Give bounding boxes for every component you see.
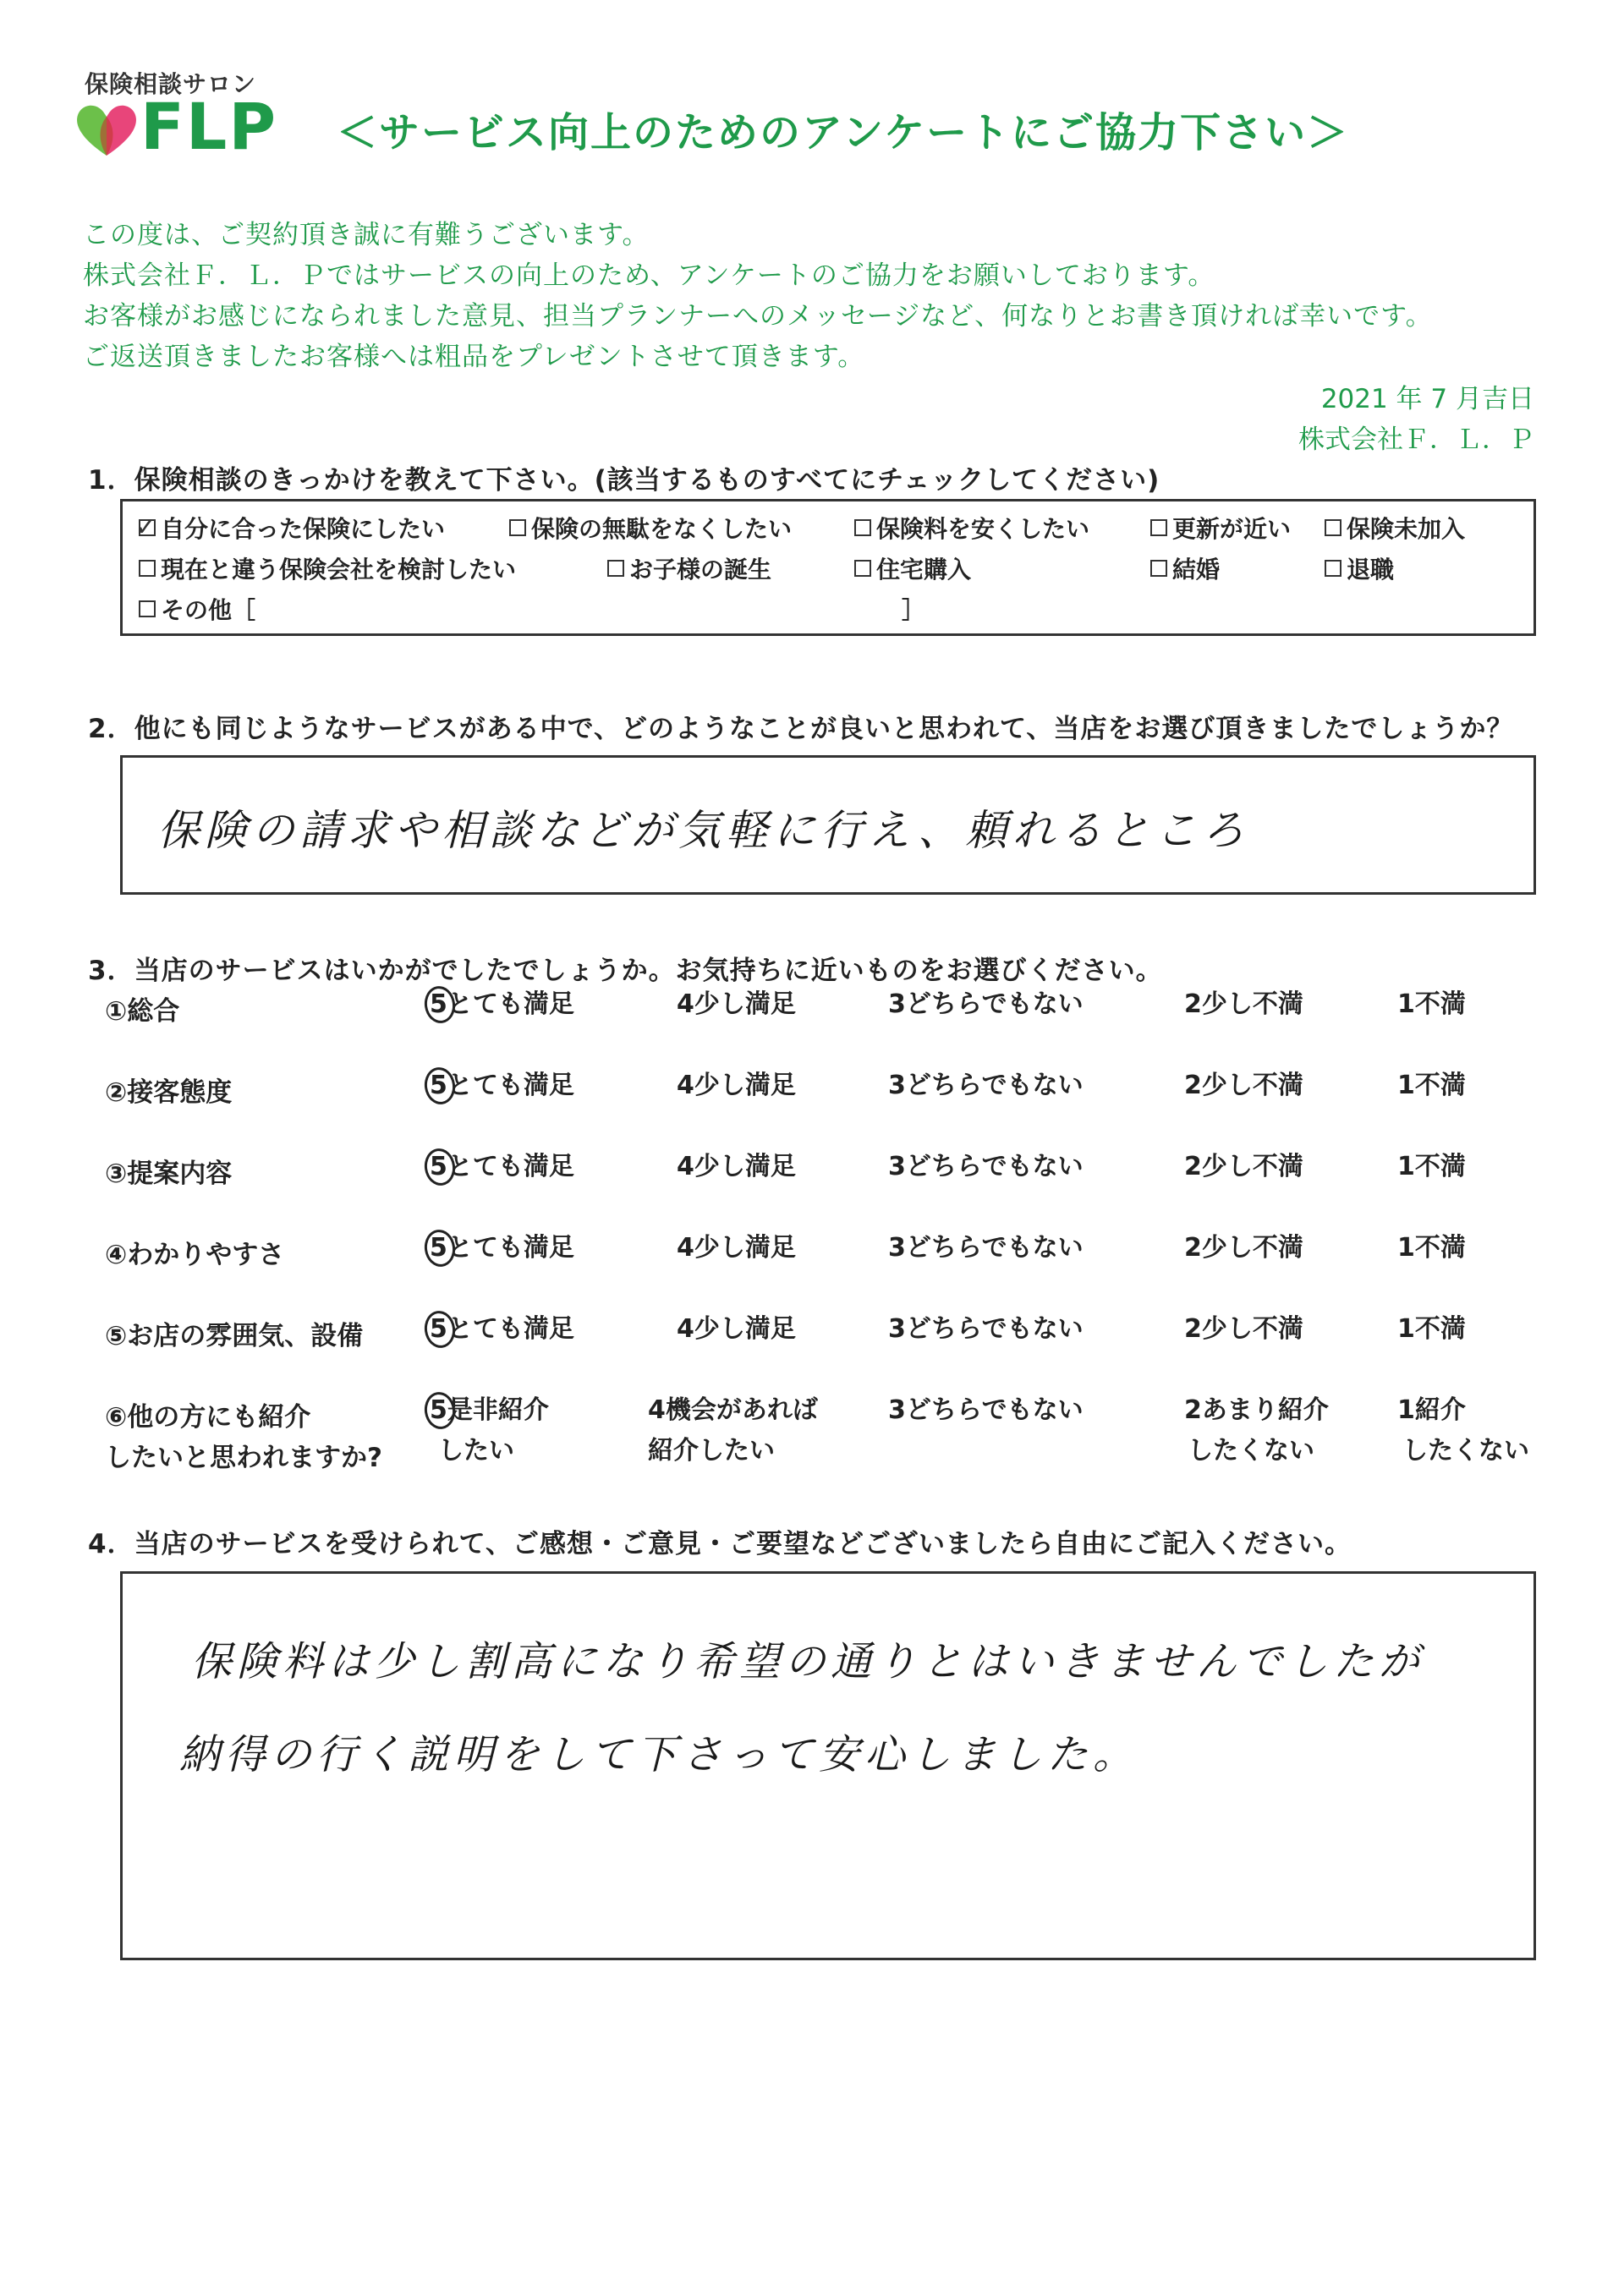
company-name: 株式会社Ｆ．Ｌ．Ｐ <box>1298 425 1534 455</box>
checkbox-label: 更新が近い <box>1172 515 1292 543</box>
rating-row-label: ⑤お店の雰囲気、設備 <box>105 1321 364 1351</box>
rating-option-5[interactable]: 5とても満足 <box>430 984 574 1025</box>
intro-line: 株式会社Ｆ．Ｌ．Ｐではサービスの向上のため、アンケートのご協力をお願いしております。 <box>83 260 1215 291</box>
rating-option-3[interactable]: 3どちらでもない <box>888 1314 1084 1344</box>
intro-line: この度は、ご契約頂き誠に有難うございます。 <box>83 220 650 250</box>
checkbox-icon[interactable] <box>1150 560 1167 577</box>
checkbox-option[interactable] <box>139 551 516 585</box>
checkbox-icon[interactable] <box>854 519 871 536</box>
rating-option-2[interactable]: 2少し不満 <box>1184 989 1303 1019</box>
rating-option-2[interactable]: 2少し不満 <box>1184 1233 1303 1263</box>
intro-line: お客様がお感じになられました意見、担当プランナーへのメッセージなど、何なりとお書き頂ければ幸いです。 <box>83 301 1433 332</box>
rating-option-3[interactable]: 3どちらでもない <box>888 1071 1084 1100</box>
rating-option-4[interactable]: 4機会があれば <box>648 1395 818 1425</box>
checkbox-label: 退職 <box>1347 556 1395 584</box>
checkbox-option[interactable] <box>607 551 771 585</box>
checkbox-option[interactable] <box>135 511 446 545</box>
rating-option-5[interactable]: 5是非紹介 <box>430 1390 549 1431</box>
checkbox-label: お子様の誕生 <box>629 556 772 584</box>
checkbox-icon[interactable] <box>139 560 156 577</box>
question-4-handwritten-line: 保険料は少し割高になり希望の通りとはいきませんでしたが <box>191 1638 1425 1685</box>
checkbox-label: その他［ <box>161 596 256 624</box>
checkbox-option[interactable] <box>509 511 792 545</box>
rating-option-2[interactable]: 2少し不満 <box>1184 1314 1303 1344</box>
rating-option-5[interactable]: 5とても満足 <box>430 1309 574 1350</box>
checkbox-option-other[interactable] <box>139 592 255 626</box>
rating-option-5-line2: したい <box>438 1436 514 1466</box>
rating-option-2[interactable]: 2少し不満 <box>1184 1071 1303 1100</box>
rating-row-label: ①総合 <box>105 996 180 1027</box>
rating-option-5[interactable]: 5とても満足 <box>430 1228 574 1269</box>
question-4-title: 4．当店のサービスを受けられて、ご感想・ご意見・ご要望などございましたら自由にご記入ください。 <box>88 1529 1352 1559</box>
checkbox-option[interactable] <box>1325 551 1394 585</box>
rating-option-4[interactable]: 4少し満足 <box>677 989 796 1019</box>
rating-option-1[interactable]: 1不満 <box>1397 1071 1466 1100</box>
rating-option-2[interactable]: 2あまり紹介 <box>1184 1395 1329 1425</box>
rating-option-1[interactable]: 1不満 <box>1397 989 1466 1019</box>
rating-row-label: ②接客態度 <box>105 1077 233 1108</box>
checkbox-label: 保険料を安くしたい <box>876 515 1090 543</box>
rating-option-5[interactable]: 5とても満足 <box>430 1147 574 1187</box>
checkbox-icon[interactable] <box>1325 519 1341 536</box>
rating-option-1[interactable]: 1紹介 <box>1397 1395 1466 1425</box>
rating-option-3[interactable]: 3どちらでもない <box>888 1395 1084 1425</box>
rating-option-2[interactable]: 2少し不満 <box>1184 1152 1303 1181</box>
question-3-title: 3．当店のサービスはいかがでしたでしょうか。お気持ちに近いものをお選びください。 <box>88 956 1163 986</box>
logo-subtitle: 保険相談サロン <box>85 70 257 98</box>
question-2-handwritten-answer: 保険の請求や相談などが気軽に行え、頼れるところ <box>157 806 1249 855</box>
rating-option-1[interactable]: 1不満 <box>1397 1152 1466 1181</box>
rating-option-1-line2: したくない <box>1402 1436 1529 1466</box>
checkbox-option[interactable] <box>1150 551 1220 585</box>
rating-option-4[interactable]: 4少し満足 <box>677 1314 796 1344</box>
checkbox-label: 保険の無駄をなくしたい <box>531 515 793 543</box>
checkbox-icon[interactable] <box>509 519 526 536</box>
rating-option-1[interactable]: 1不満 <box>1397 1233 1466 1263</box>
checkbox-label: 現在と違う保険会社を検討したい <box>161 556 517 584</box>
logo-text: FLP <box>140 89 278 164</box>
question-2-title: 2．他にも同じようなサービスがある中で、どのようなことが良いと思われて、当店をお選び頂きましたでしょうか？ <box>88 714 1514 744</box>
question-4-handwritten-line: 納得の行く説明をして下さって安心しました。 <box>179 1731 1139 1778</box>
rating-option-3[interactable]: 3どちらでもない <box>888 989 1084 1019</box>
checkbox-checked-icon[interactable]: ✓ <box>135 512 157 542</box>
checkbox-label: 結婚 <box>1172 556 1221 584</box>
rating-row-label: ③提案内容 <box>105 1159 233 1189</box>
heart-logo-icon <box>73 100 140 159</box>
checkbox-label: 自分に合った保険にしたい <box>161 515 446 543</box>
rating-option-5[interactable]: 5とても満足 <box>430 1066 574 1106</box>
rating-row-label: したいと思われますか? <box>105 1443 382 1473</box>
rating-option-3[interactable]: 3どちらでもない <box>888 1152 1084 1181</box>
rating-option-3[interactable]: 3どちらでもない <box>888 1233 1084 1263</box>
rating-option-4-line2: 紹介したい <box>648 1436 775 1466</box>
date: 2021 年 7 月吉日 <box>1320 384 1534 414</box>
checkbox-option[interactable] <box>1150 511 1291 545</box>
other-close-bracket: ］ <box>902 596 926 624</box>
checkbox-option[interactable] <box>854 551 971 585</box>
checkbox-option[interactable] <box>854 511 1089 545</box>
checkbox-icon[interactable] <box>607 560 624 577</box>
rating-option-4[interactable]: 4少し満足 <box>677 1152 796 1181</box>
rating-option-1[interactable]: 1不満 <box>1397 1314 1466 1344</box>
rating-row-label: ⑥他の方にも紹介 <box>105 1402 311 1433</box>
rating-option-4[interactable]: 4少し満足 <box>677 1233 796 1263</box>
checkbox-option[interactable] <box>1325 511 1465 545</box>
checkbox-label: 住宅購入 <box>876 556 972 584</box>
rating-option-4[interactable]: 4少し満足 <box>677 1071 796 1100</box>
checkbox-icon[interactable] <box>1325 560 1341 577</box>
rating-option-2-line2: したくない <box>1188 1436 1314 1466</box>
question-1-title: 1．保険相談のきっかけを教えて下さい。(該当するものすべてにチェックしてください) <box>88 465 1160 496</box>
intro-line: ご返送頂きましたお客様へは粗品をプレゼントさせて頂きます。 <box>83 342 865 372</box>
checkbox-icon[interactable] <box>1150 519 1167 536</box>
rating-row-label: ④わかりやすさ <box>105 1240 285 1270</box>
checkbox-icon[interactable] <box>854 560 871 577</box>
checkbox-icon[interactable] <box>139 600 156 617</box>
checkbox-label: 保険未加入 <box>1347 515 1466 543</box>
page-title: ＜サービス向上のためのアンケートにご協力下さい＞ <box>337 109 1350 156</box>
